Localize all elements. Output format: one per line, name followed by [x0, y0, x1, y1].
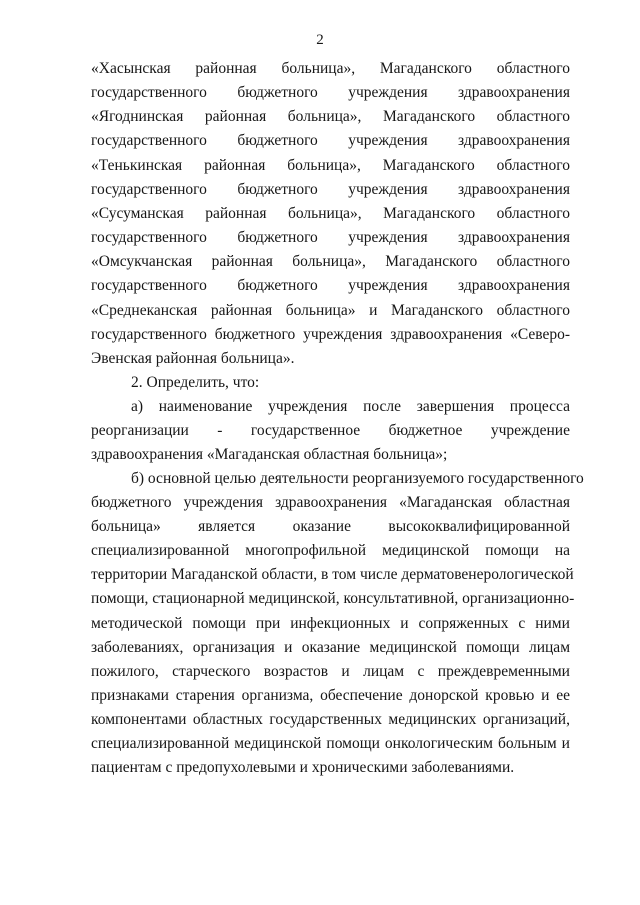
- word: больным: [497, 735, 557, 752]
- word: донорской: [409, 687, 479, 704]
- text-line: [91, 108, 570, 126]
- word: помощи: [192, 615, 246, 632]
- word: «Тенькинская: [91, 157, 183, 174]
- word: бюджетного: [237, 181, 318, 198]
- text-line: [91, 615, 570, 633]
- word: «Северо-: [510, 326, 570, 343]
- text-line: [91, 446, 570, 464]
- word: «Омсукчанская: [91, 253, 193, 270]
- word: Магаданского: [391, 302, 484, 319]
- text-line: [91, 181, 570, 199]
- word: завершения: [416, 398, 495, 415]
- word: государственного: [91, 326, 207, 343]
- word: бюджетное: [388, 422, 463, 439]
- word: больница»,: [288, 205, 362, 222]
- word: государственное: [250, 422, 361, 439]
- text-line: [91, 229, 570, 247]
- text-line: [91, 639, 570, 657]
- word: больница»,: [292, 253, 366, 270]
- word: на: [554, 542, 570, 559]
- text-line: [91, 494, 570, 512]
- text-line: [91, 711, 570, 729]
- text-line: [131, 398, 570, 416]
- word: государственных: [269, 711, 382, 728]
- word: районная: [205, 205, 267, 222]
- word: государственного: [91, 132, 207, 149]
- word: организаций,: [482, 711, 570, 728]
- word: компонентами: [91, 711, 187, 728]
- word: старческого: [172, 663, 251, 680]
- word: реорганизации: [91, 422, 189, 439]
- word: больница»,: [287, 108, 362, 125]
- word: здравоохранения: [390, 326, 503, 343]
- word: учреждения: [348, 132, 428, 149]
- word: помощи: [466, 639, 520, 656]
- word: кровью: [485, 687, 535, 704]
- word: методической: [91, 615, 183, 632]
- text-line: [91, 687, 570, 705]
- word: лицам: [363, 663, 405, 680]
- line-text: Эвенская районная больница».: [91, 350, 295, 367]
- word: и: [541, 687, 550, 704]
- text-line: [91, 735, 570, 753]
- text-line: [131, 374, 570, 392]
- word: учреждения: [348, 181, 428, 198]
- word: государственного: [91, 181, 207, 198]
- line-text: территории Магаданской области, в том числе дерматовенерологической: [91, 566, 574, 583]
- word: медицинской: [234, 735, 322, 752]
- word: с: [417, 663, 425, 680]
- word: Магаданского: [382, 157, 475, 174]
- word: наименование: [158, 398, 253, 415]
- text-line: [91, 422, 570, 440]
- word: заболеваниях,: [91, 639, 184, 656]
- word: -: [217, 422, 223, 439]
- word: здравоохранения: [458, 229, 570, 246]
- line-text: пациентам с предопухолевыми и хроническими заболеваниями.: [91, 759, 515, 776]
- word: преждевременными: [437, 663, 570, 680]
- word: процесса: [509, 398, 570, 415]
- word: а): [131, 398, 144, 415]
- word: учреждения: [183, 494, 263, 511]
- word: учреждение: [490, 422, 570, 439]
- word: областного: [496, 60, 570, 77]
- word: бюджетного: [214, 326, 296, 343]
- word: оказание: [292, 518, 351, 535]
- word: сопряженных: [418, 615, 509, 632]
- word: областного: [496, 253, 570, 270]
- word: обеспечение: [320, 687, 403, 704]
- text-line: [91, 590, 575, 608]
- word: государственного: [91, 229, 207, 246]
- word: ее: [556, 687, 570, 704]
- text-line: [91, 60, 570, 78]
- word: помощи: [485, 542, 539, 559]
- line-text: помощи, стационарной медицинской, консультативной, организационно-: [91, 590, 575, 607]
- word: районная: [204, 157, 266, 174]
- word: здравоохранения: [458, 277, 570, 294]
- word: онкологическим: [384, 735, 493, 752]
- word: и: [369, 302, 378, 319]
- word: здравоохранения: [458, 84, 570, 101]
- word: специализированной: [91, 542, 230, 559]
- word: «Магаданская: [399, 494, 493, 511]
- word: областного: [496, 157, 570, 174]
- word: помощи: [326, 735, 380, 752]
- line-text: здравоохранения «Магаданская областная больница»;: [91, 446, 448, 463]
- word: «Хасынская: [91, 60, 171, 77]
- text-line: [91, 542, 570, 560]
- word: медицинской: [382, 542, 470, 559]
- text-line: [91, 663, 570, 681]
- word: учреждения: [268, 398, 348, 415]
- word: областных: [192, 711, 263, 728]
- word: лицам: [528, 639, 570, 656]
- word: учреждения: [348, 229, 428, 246]
- word: Магаданского: [385, 253, 478, 270]
- word: бюджетного: [237, 84, 318, 101]
- word: и: [400, 615, 409, 632]
- word: Магаданского: [383, 108, 476, 125]
- word: и: [341, 663, 350, 680]
- word: здравоохранения: [275, 494, 388, 511]
- word: медицинских: [388, 711, 477, 728]
- text-line: [91, 566, 574, 584]
- word: при: [255, 615, 281, 632]
- line-text: б) основной целью деятельности реорганизуемого государственного: [131, 470, 584, 487]
- text-line: [91, 759, 570, 777]
- word: возрастов: [263, 663, 329, 680]
- word: Магаданского: [379, 60, 472, 77]
- word: областного: [496, 108, 570, 125]
- line-text: 2. Определить, что:: [131, 374, 260, 391]
- word: больница»,: [287, 157, 361, 174]
- word: районная: [195, 60, 257, 77]
- word: организация: [192, 639, 275, 656]
- page-number: 2: [316, 32, 324, 48]
- word: бюджетного: [237, 229, 318, 246]
- word: «Ягоднинская: [91, 108, 184, 125]
- word: инфекционных: [290, 615, 391, 632]
- word: является: [198, 518, 256, 535]
- word: здравоохранения: [458, 181, 570, 198]
- word: бюджетного: [237, 277, 318, 294]
- text-line: [91, 277, 570, 295]
- word: организма,: [241, 687, 314, 704]
- word: «Сусуманская: [91, 205, 184, 222]
- word: Магаданского: [383, 205, 476, 222]
- word: «Среднеканская: [91, 302, 198, 319]
- word: больница»: [91, 518, 161, 535]
- word: и: [284, 639, 293, 656]
- word: многопрофильной: [245, 542, 367, 559]
- word: после: [363, 398, 402, 415]
- text-line: [91, 518, 570, 536]
- word: оказание: [301, 639, 361, 656]
- word: учреждения: [348, 84, 428, 101]
- word: государственного: [91, 84, 207, 101]
- text-line: [91, 302, 570, 320]
- word: признаками: [91, 687, 169, 704]
- word: здравоохранения: [458, 132, 570, 149]
- word: областного: [496, 205, 570, 222]
- word: областного: [496, 302, 570, 319]
- word: пожилого,: [91, 663, 159, 680]
- word: высококвалифицированной: [388, 518, 570, 535]
- word: бюджетного: [237, 132, 318, 149]
- text-line: [91, 253, 570, 271]
- word: больница»,: [281, 60, 356, 77]
- text-line: [91, 326, 570, 344]
- word: специализированной: [91, 735, 230, 752]
- word: учреждения: [303, 326, 383, 343]
- word: районная: [211, 253, 273, 270]
- word: и: [561, 735, 570, 752]
- word: учреждения: [348, 277, 428, 294]
- word: бюджетного: [91, 494, 172, 511]
- text-line: [91, 132, 570, 150]
- text-line: [91, 350, 570, 368]
- text-line: [131, 470, 584, 488]
- word: ними: [535, 615, 570, 632]
- word: районная: [210, 302, 273, 319]
- word: областная: [504, 494, 570, 511]
- word: районная: [204, 108, 267, 125]
- word: старения: [175, 687, 235, 704]
- word: с: [518, 615, 526, 632]
- word: государственного: [91, 277, 207, 294]
- text-line: [91, 205, 570, 223]
- text-line: [91, 84, 570, 102]
- word: больница»: [285, 302, 356, 319]
- text-line: [91, 157, 570, 175]
- word: медицинской: [369, 639, 457, 656]
